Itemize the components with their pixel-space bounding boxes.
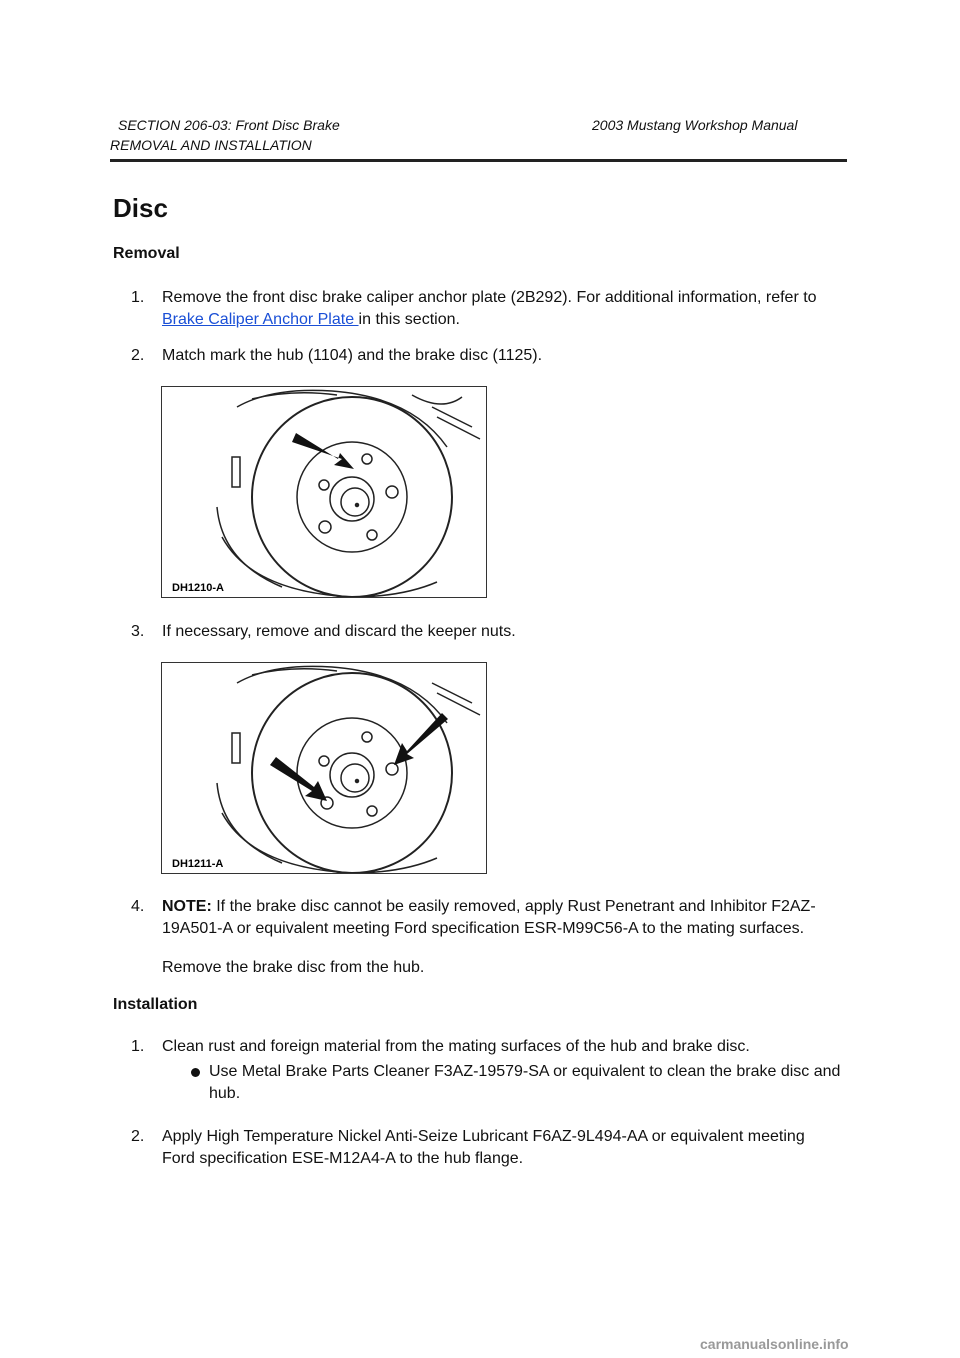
figure-dh1211 (161, 662, 487, 874)
header-section: SECTION 206-03: Front Disc Brake (118, 117, 340, 133)
step-text: Clean rust and foreign material from the mating surfaces of the hub and brake disc. (162, 1038, 750, 1055)
step-text: Remove the front disc brake caliper anchor plate (2B292). For additional information, refer to Brake Caliper Anchor Plate in this section. (162, 289, 817, 328)
removal-step-4 (131, 896, 831, 940)
installation-step-2 (131, 1126, 831, 1170)
step-note: NOTE: If the brake disc cannot be easily removed, apply Rust Penetrant and Inhibitor F2AZ-19A501-A or equivalent meeting Ford specification ESR-M99C56-A to the mating surfaces. (162, 898, 816, 937)
step-number: 2. (131, 347, 145, 364)
figure-dh1210 (161, 386, 487, 598)
brake-disc-illustration-1 (162, 387, 487, 598)
step-text: If necessary, remove and discard the keeper nuts. (162, 623, 516, 640)
step-text: Remove the brake disc from the hub. (162, 959, 425, 976)
watermark: carmanualsonline.info (700, 1336, 849, 1352)
bullet-text: Use Metal Brake Parts Cleaner F3AZ-19579-SA or equivalent to clean the brake disc and hub. (209, 1063, 841, 1102)
header-manual: 2003 Mustang Workshop Manual (592, 117, 798, 133)
installation-step-1-bullet (191, 1061, 841, 1105)
removal-step-2 (131, 345, 831, 367)
header-subsection: REMOVAL AND INSTALLATION (110, 137, 312, 153)
step-number: 2. (131, 1128, 145, 1145)
step-number: 4. (131, 898, 145, 915)
step-number: 3. (131, 623, 145, 640)
removal-step-1 (131, 287, 831, 331)
installation-step-1 (131, 1036, 831, 1058)
header-divider (110, 159, 847, 162)
step-text: Match mark the hub (1104) and the brake disc (1125). (162, 347, 543, 364)
brake-caliper-anchor-plate-link[interactable]: Brake Caliper Anchor Plate (162, 311, 359, 328)
removal-step-4-action (131, 957, 831, 979)
page-title: Disc (113, 193, 168, 223)
brake-disc-illustration-2 (162, 663, 487, 874)
removal-step-3 (131, 621, 831, 643)
figure-label: DH1210-A (172, 582, 224, 594)
bullet-icon (191, 1068, 200, 1077)
step-text: Apply High Temperature Nickel Anti-Seize Lubricant F6AZ-9L494-AA or equivalent meeting Ford specification ESE-M12A4-A to the hub flange. (162, 1128, 805, 1167)
installation-heading: Installation (113, 996, 198, 1013)
note-label: NOTE: (162, 898, 212, 915)
step-number: 1. (131, 1038, 145, 1055)
figure-label: DH1211-A (172, 858, 224, 870)
removal-heading: Removal (113, 245, 180, 262)
step-number: 1. (131, 289, 145, 306)
